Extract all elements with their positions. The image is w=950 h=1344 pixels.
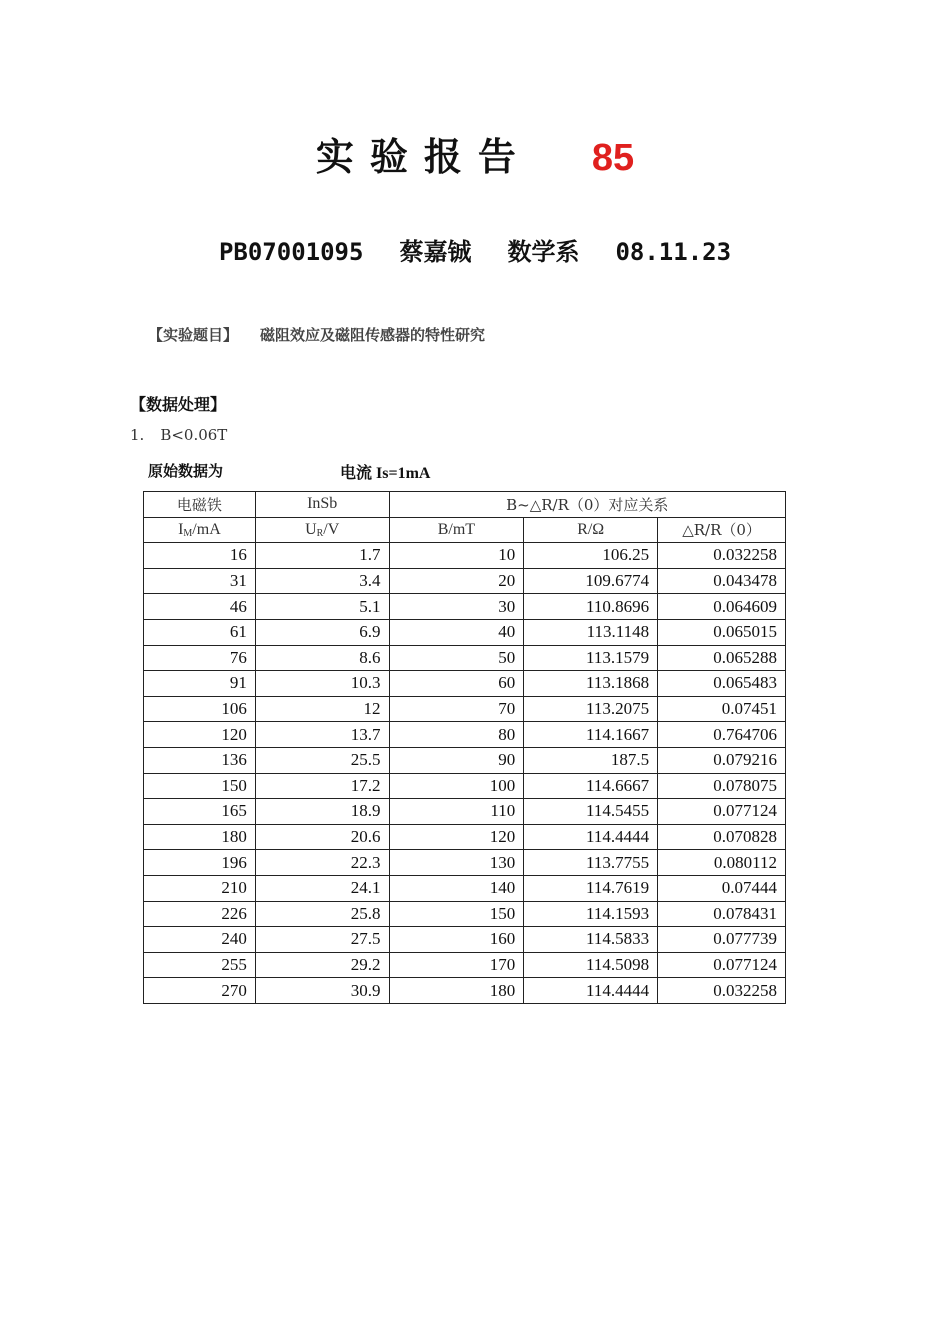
cell-b-value: 30 bbox=[389, 594, 524, 620]
table-row bbox=[144, 543, 786, 569]
cell-b-value: 140 bbox=[389, 875, 524, 901]
cell-dr-value: 0.07451 bbox=[658, 696, 786, 722]
cell-dr-value: 0.070828 bbox=[658, 824, 786, 850]
cell-b-value: 150 bbox=[389, 901, 524, 927]
cell-ur-value: 12 bbox=[255, 696, 389, 722]
cell-dr-value: 0.065483 bbox=[658, 671, 786, 697]
cell-b-value: 80 bbox=[389, 722, 524, 748]
table-row bbox=[144, 722, 786, 748]
cell-ur-value: 17.2 bbox=[255, 773, 389, 799]
table-row bbox=[144, 952, 786, 978]
cell-ur-value: 25.8 bbox=[255, 901, 389, 927]
cell-im-value: 270 bbox=[144, 978, 256, 1004]
student-name: 蔡嘉铖 bbox=[399, 238, 472, 266]
cell-im-value: 91 bbox=[144, 671, 256, 697]
report-date: 08.11.23 bbox=[615, 238, 732, 266]
cell-ur-value: 29.2 bbox=[255, 952, 389, 978]
table-row bbox=[144, 594, 786, 620]
cell-r-value: 114.4444 bbox=[524, 978, 658, 1004]
cell-dr-value: 0.764706 bbox=[658, 722, 786, 748]
cell-r-value: 114.6667 bbox=[524, 773, 658, 799]
cell-im-value: 180 bbox=[144, 824, 256, 850]
cell-ur-value: 6.9 bbox=[255, 619, 389, 645]
cell-im-value: 76 bbox=[144, 645, 256, 671]
header-r: R/Ω bbox=[524, 517, 658, 543]
table-row bbox=[144, 875, 786, 901]
section-heading: 【数据处理】 bbox=[130, 395, 227, 414]
cell-r-value: 113.1579 bbox=[524, 645, 658, 671]
cell-ur-value: 1.7 bbox=[255, 543, 389, 569]
cell-b-value: 160 bbox=[389, 927, 524, 953]
cell-r-value: 187.5 bbox=[524, 747, 658, 773]
cell-r-value: 109.6774 bbox=[524, 568, 658, 594]
report-title-text: 实验报告 bbox=[315, 135, 532, 179]
cell-ur-value: 18.9 bbox=[255, 799, 389, 825]
cell-im-value: 210 bbox=[144, 875, 256, 901]
cell-dr-value: 0.077124 bbox=[658, 952, 786, 978]
cell-r-value: 113.1148 bbox=[524, 619, 658, 645]
cell-ur-value: 5.1 bbox=[255, 594, 389, 620]
department: 数学系 bbox=[507, 238, 580, 266]
cell-b-value: 40 bbox=[389, 619, 524, 645]
cell-dr-value: 0.080112 bbox=[658, 850, 786, 876]
cell-r-value: 114.4444 bbox=[524, 824, 658, 850]
list-item-text: B<0.06T bbox=[160, 426, 228, 444]
cell-b-value: 110 bbox=[389, 799, 524, 825]
cell-r-value: 110.8696 bbox=[524, 594, 658, 620]
cell-ur-value: 10.3 bbox=[255, 671, 389, 697]
cell-dr-value: 0.078075 bbox=[658, 773, 786, 799]
cell-r-value: 114.5098 bbox=[524, 952, 658, 978]
raw-data-label: 原始数据为 bbox=[148, 462, 224, 480]
report-title bbox=[0, 126, 950, 181]
cell-dr-value: 0.079216 bbox=[658, 747, 786, 773]
data-table bbox=[143, 491, 786, 1004]
student-id: PB07001095 bbox=[218, 238, 364, 266]
list-item-number: 1. bbox=[130, 426, 145, 444]
cell-b-value: 10 bbox=[389, 543, 524, 569]
cell-im-value: 240 bbox=[144, 927, 256, 953]
header-dr: △R/R（0） bbox=[658, 517, 786, 543]
table-header-row bbox=[144, 517, 786, 543]
cell-ur-value: 24.1 bbox=[255, 875, 389, 901]
cell-ur-value: 20.6 bbox=[255, 824, 389, 850]
table-row bbox=[144, 824, 786, 850]
table-row bbox=[144, 927, 786, 953]
cell-im-value: 31 bbox=[144, 568, 256, 594]
table-row bbox=[144, 645, 786, 671]
cell-dr-value: 0.077739 bbox=[658, 927, 786, 953]
table-row bbox=[144, 568, 786, 594]
cell-b-value: 50 bbox=[389, 645, 524, 671]
cell-im-value: 226 bbox=[144, 901, 256, 927]
table-row bbox=[144, 773, 786, 799]
cell-b-value: 100 bbox=[389, 773, 524, 799]
table-row bbox=[144, 799, 786, 825]
author-line bbox=[0, 232, 950, 267]
header-im: $I_M/mA$ bbox=[144, 517, 256, 543]
cell-im-value: 106 bbox=[144, 696, 256, 722]
cell-im-value: 165 bbox=[144, 799, 256, 825]
cell-im-value: 46 bbox=[144, 594, 256, 620]
cell-ur-value: 22.3 bbox=[255, 850, 389, 876]
cell-im-value: 16 bbox=[144, 543, 256, 569]
table-group-header-row bbox=[144, 492, 786, 518]
table-row bbox=[144, 747, 786, 773]
cell-r-value: 113.2075 bbox=[524, 696, 658, 722]
cell-ur-value: 30.9 bbox=[255, 978, 389, 1004]
cell-b-value: 120 bbox=[389, 824, 524, 850]
subject-text: 磁阻效应及磁阻传感器的特性研究 bbox=[260, 326, 486, 344]
cell-im-value: 61 bbox=[144, 619, 256, 645]
cell-r-value: 106.25 bbox=[524, 543, 658, 569]
list-item bbox=[130, 426, 227, 444]
cell-b-value: 70 bbox=[389, 696, 524, 722]
cell-ur-value: 13.7 bbox=[255, 722, 389, 748]
cell-r-value: 113.1868 bbox=[524, 671, 658, 697]
cell-dr-value: 0.077124 bbox=[658, 799, 786, 825]
cell-im-value: 255 bbox=[144, 952, 256, 978]
cell-b-value: 90 bbox=[389, 747, 524, 773]
cell-b-value: 60 bbox=[389, 671, 524, 697]
cell-b-value: 20 bbox=[389, 568, 524, 594]
table-row bbox=[144, 619, 786, 645]
header-insb: InSb bbox=[255, 492, 389, 518]
cell-ur-value: 3.4 bbox=[255, 568, 389, 594]
cell-dr-value: 0.07444 bbox=[658, 875, 786, 901]
cell-ur-value: 25.5 bbox=[255, 747, 389, 773]
cell-im-value: 150 bbox=[144, 773, 256, 799]
table-row bbox=[144, 696, 786, 722]
header-electromagnet: 电磁铁 bbox=[144, 492, 256, 518]
subject-label: 【实验题目】 bbox=[148, 326, 239, 344]
header-b: B/mT bbox=[389, 517, 524, 543]
report-score: 85 bbox=[591, 137, 635, 179]
cell-dr-value: 0.032258 bbox=[658, 978, 786, 1004]
cell-dr-value: 0.064609 bbox=[658, 594, 786, 620]
cell-ur-value: 27.5 bbox=[255, 927, 389, 953]
cell-r-value: 114.7619 bbox=[524, 875, 658, 901]
cell-dr-value: 0.043478 bbox=[658, 568, 786, 594]
header-relation: B~△R/R（0）对应关系 bbox=[389, 492, 785, 518]
cell-r-value: 113.7755 bbox=[524, 850, 658, 876]
cell-im-value: 196 bbox=[144, 850, 256, 876]
cell-r-value: 114.5833 bbox=[524, 927, 658, 953]
cell-dr-value: 0.032258 bbox=[658, 543, 786, 569]
table-row bbox=[144, 901, 786, 927]
cell-dr-value: 0.065288 bbox=[658, 645, 786, 671]
cell-dr-value: 0.065015 bbox=[658, 619, 786, 645]
current-label: 电流 Is=1mA bbox=[340, 465, 431, 482]
header-ur: $U_R/V$ bbox=[255, 517, 389, 543]
cell-im-value: 136 bbox=[144, 747, 256, 773]
cell-r-value: 114.1667 bbox=[524, 722, 658, 748]
cell-b-value: 170 bbox=[389, 952, 524, 978]
cell-r-value: 114.1593 bbox=[524, 901, 658, 927]
cell-b-value: 180 bbox=[389, 978, 524, 1004]
table-row bbox=[144, 671, 786, 697]
experiment-subject bbox=[148, 324, 485, 345]
cell-b-value: 130 bbox=[389, 850, 524, 876]
table-row bbox=[144, 978, 786, 1004]
table-row bbox=[144, 850, 786, 876]
cell-r-value: 114.5455 bbox=[524, 799, 658, 825]
cell-im-value: 120 bbox=[144, 722, 256, 748]
cell-ur-value: 8.6 bbox=[255, 645, 389, 671]
cell-dr-value: 0.078431 bbox=[658, 901, 786, 927]
